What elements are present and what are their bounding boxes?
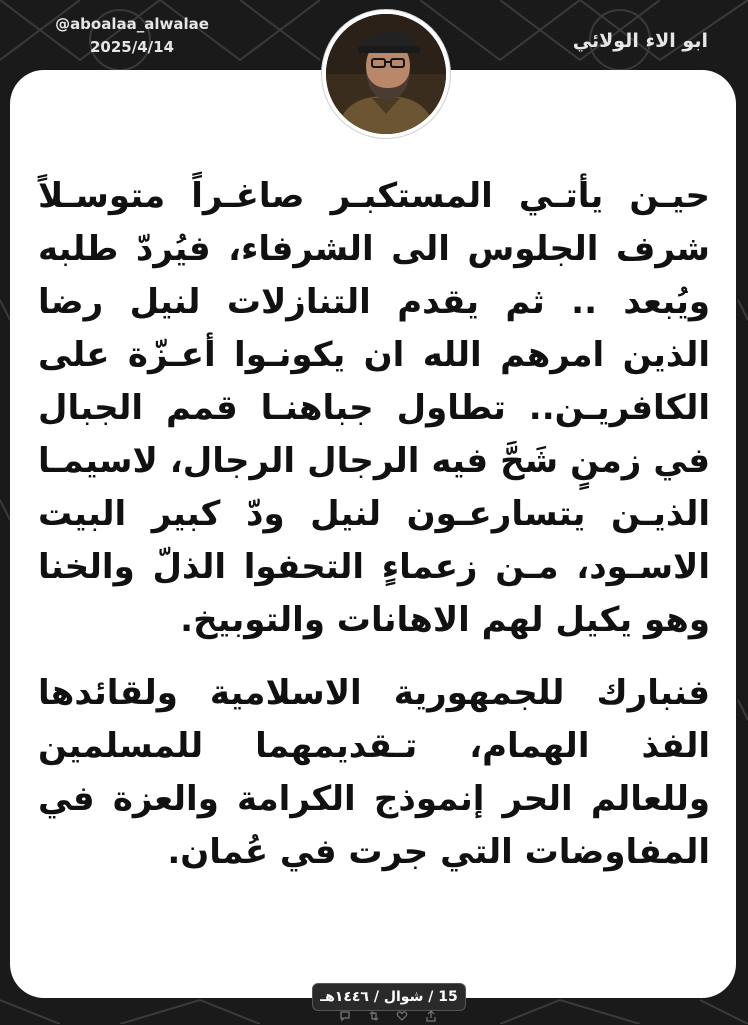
avatar[interactable] <box>322 10 450 138</box>
post-date: 2025/4/14 <box>89 38 175 56</box>
comment-icon[interactable] <box>338 1010 352 1025</box>
avatar-image <box>326 14 446 134</box>
share-icon[interactable] <box>424 1010 438 1025</box>
author-name[interactable]: ابو الاء الولائي <box>572 30 708 52</box>
author-handle[interactable]: @aboalaa_alwalae <box>55 15 209 33</box>
header-handle-block <box>32 14 232 57</box>
post-paragraph-2: فنبارك للجمهورية الاسلامية ولقائدها الفذ الهمام، تـقديمهما للمسلمين وللعالم الحر إنموذج الكرامة والعزة في المفاوضات التي جرت في عُمان. <box>38 673 710 872</box>
like-icon[interactable] <box>395 1010 409 1025</box>
retweet-icon[interactable] <box>367 1010 381 1025</box>
hijri-date-badge: 15 / شوال / ١٤٤٦هـ <box>312 983 466 1011</box>
post-text <box>38 170 710 879</box>
post-paragraph-1: حيـن يأتـي المستكبـر صاغـراً متوسـلاً شرف الجلوس الى الشرفاء، فيُردّ طلبه ويُبعد .. ثم يقدم التنازلات لنيل رضا الذين امرهم الله ان يكونـوا أعـزّة على الكافريـن.. تطاول جباهنـا قمم الجبال في زمنٍ شَحَّ فيه الرجال الرجال، لاسيمـا الذيـن يتسارعـون لنيل ودّ كبير البيت الاسـود، مـن زعماءٍ التحفوا الذلّ والخنا وهو يكيل لهم الاهانات والتوبيخ. <box>38 176 710 640</box>
post-actions <box>338 1010 438 1024</box>
